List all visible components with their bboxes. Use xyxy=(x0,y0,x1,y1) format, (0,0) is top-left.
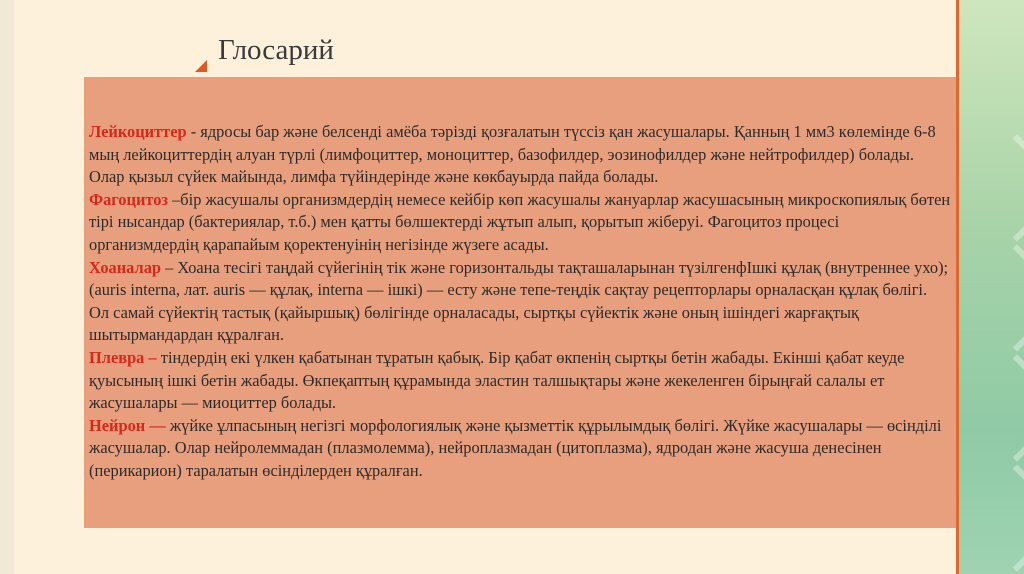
title-bullet-icon xyxy=(195,60,207,72)
glossary-definition: –бір жасушалы организмдердің немесе кейбір көп жасушалы жануарлар жасушасының микроскопиялық бөтен тірі нысандар (бактериялар, т.б.) мен қатты бөлшектерді жұтып алып, қорытып жіберуі. Фагоцитоз процесі организмдердің қарапайым қоректенуінің негізінде жүзеге асады. xyxy=(89,189,951,254)
glossary-term: Хоаналар xyxy=(89,257,162,277)
left-margin xyxy=(0,0,14,574)
glossary-entry-choanae xyxy=(89,257,951,347)
glossary-entry-neuron xyxy=(89,415,951,483)
glossary-definition: – Хоана тесігі таңдай сүйегінің тік және горизонтальды тақташаларынан түзілгенфІшкі құлақ (внутреннее ухо); (auris interna, лат. auris — құлақ, interna — ішкі) — есту және тепе-теңдік сақтау рецепторлары орналасқан құлақ бөлігі. Ол самай сүйектің тастық (қайыршық) бөлігінде орналасады, сыртқы сүйектік және оның ішіндегі жарғақтық шытырмандардан құралған. xyxy=(89,257,949,345)
glossary-term: Фагоцитоз xyxy=(89,189,169,209)
decorative-green-strip xyxy=(959,0,1024,574)
glossary-entry-phagocytosis xyxy=(89,189,951,257)
glossary-definition: жүйке ұлпасының негізгі морфологиялық және қызметтік құрылымдық бөлігі. Жүйке жасушалары — өсінділі жасушалар. Олар нейролеммадан (плазмолемма), нейроплазмадан (цитоплазма), ядродан және жасуша денесінен (перикарион) таралатын өсінділерден құралған. xyxy=(89,415,942,480)
glossary-definition: - ядросы бар және белсенді амёба тәрізді қозғалатын түссіз қан жасушалары. Қанның 1 мм3 көлемінде 6-8 мың лейкоциттердің алуан түрлі (лимфоциттер, моноциттер, базофилдер, эозинофилдер және нейтрофилдер) болады. Олар қызыл сүйек майында, лимфа түйіндерінде және көкбауырда пайда болады. xyxy=(89,122,936,187)
slide-title: Глосарий xyxy=(218,34,334,66)
glossary-text xyxy=(89,121,951,483)
glossary-entry-leukocytes xyxy=(89,121,951,189)
glossary-term: Лейкоциттер xyxy=(89,122,187,141)
glossary-term: Плевра – xyxy=(89,347,157,367)
glossary-entry-pleura xyxy=(89,347,951,415)
glossary-term: Нейрон — xyxy=(89,415,166,435)
glossary-definition: тіндердің екі үлкен қабатынан тұратын қабық. Бір қабат өкпенің сыртқы бетін жабады. Екінші қабат кеуде қуысының ішкі бетін жабады. Өкпеқаптың құрамында эластин талшықтары және жекеленген бірыңғай салалы ет жасушалары — миоциттер болады. xyxy=(89,347,905,413)
